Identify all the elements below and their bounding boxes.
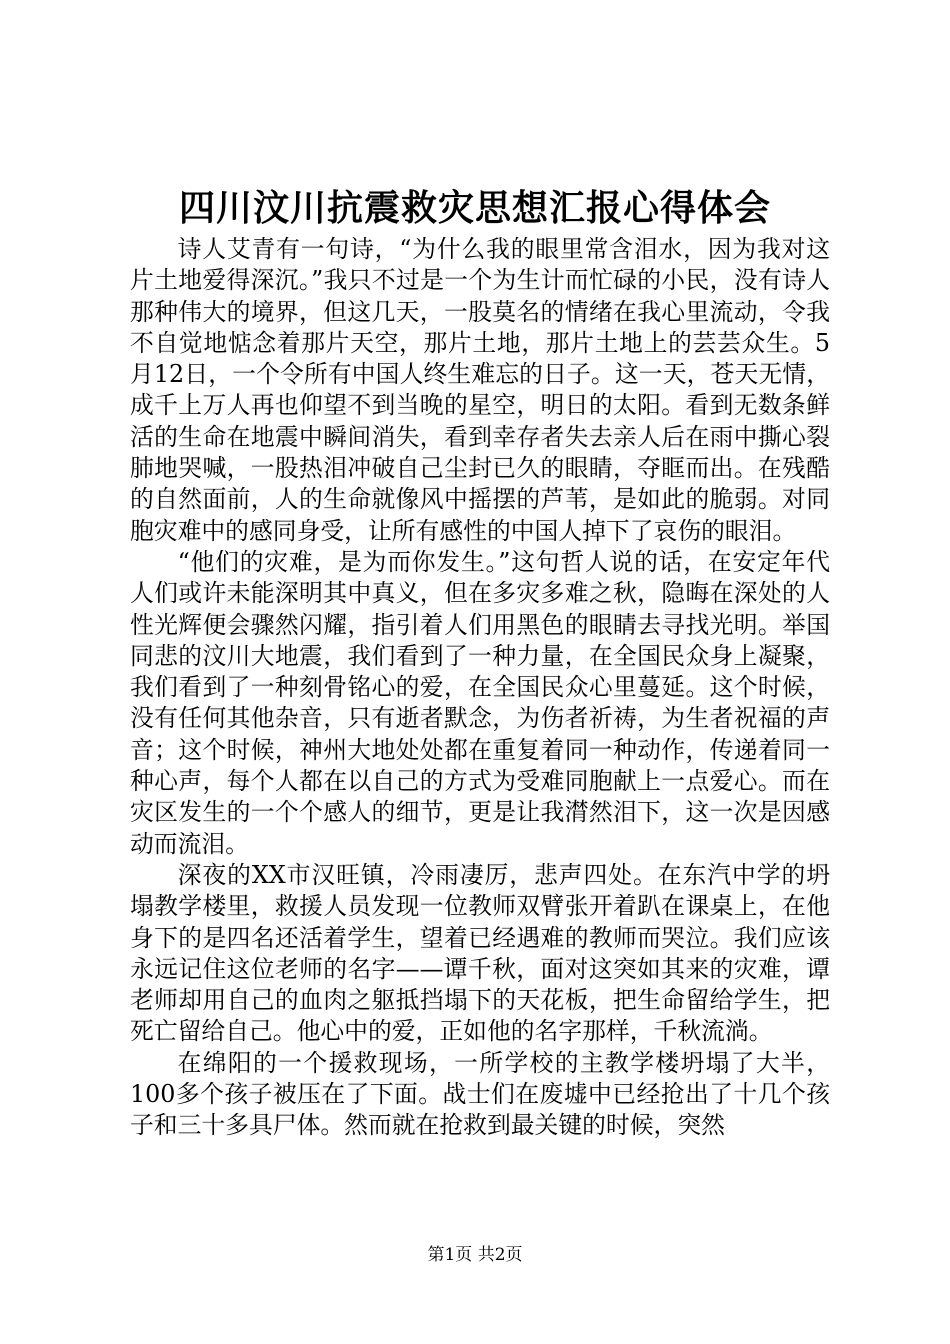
paragraph: “他们的灾难，是为而你发生。”这句哲人说的话，在安定年代人们或许未能深明其中真义，但在多灾多难之秋，隐晦在深处的人性光辉便会骤然闪耀，指引着人们用黑色的眼睛去寻找光明。举国同悲的汶川大地震，我们看到了一种力量，在全国民众身上凝聚，我们看到了一种刻骨铭心的爱，在全国民众心里蔓延。这个时候，没有任何其他杂音，只有逝者默念，为伤者祈祷，为生者祝福的声音；这个时候，神州大地处处都在重复着同一种动作，传递着同一种心声，每个人都在以自己的方式为受难同胞献上一点爱心。而在灾区发生的一个个感人的细节，更是让我潸然泪下，这一次是因感动而流泪。 xyxy=(130,547,830,858)
paragraph: 深夜的XX市汉旺镇，冷雨凄厉，悲声四处。在东汽中学的坍塌教学楼里，救援人员发现一位教师双臂张开着趴在课桌上，在他身下的是四名还活着学生，望着已经遇难的教师而哭泣。我们应该永远记住这位老师的名字——谭千秋，面对这突如其来的灾难，谭老师却用自己的血肉之躯抵挡塌下的天花板，把生命留给学生，把死亡留给自己。他心中的爱，正如他的名字那样，千秋流淌。 xyxy=(130,860,830,1046)
paragraph: 诗人艾青有一句诗，“为什么我的眼里常含泪水，因为我对这片土地爱得深沉。”我只不过是一个为生计而忙碌的小民，没有诗人那种伟大的境界，但这几天，一股莫名的情绪在我心里流动，令我不自觉地惦念着那片天空，那片土地，那片土地上的芸芸众生。5月12日，一个令所有中国人终生难忘的日子。这一天，苍天无情，成千上万人再也仰望不到当晚的星空，明日的太阳。看到无数条鲜活的生命在地震中瞬间消失，看到幸存者失去亲人后在雨中撕心裂肺地哭喊，一股热泪冲破自己尘封已久的眼睛，夺眶而出。在残酷的自然面前，人的生命就像风中摇摆的芦苇，是如此的脆弱。对同胞灾难中的感同身受，让所有感性的中国人掉下了哀伤的眼泪。 xyxy=(130,235,830,545)
document-title: 四川汶川抗震救灾思想汇报心得体会 xyxy=(178,187,771,229)
document-body xyxy=(130,234,830,1142)
paragraph: 在绵阳的一个援救现场，一所学校的主教学楼坍塌了大半，100多个孩子被压在了下面。战士们在废墟中已经抢出了十几个孩子和三十多具尸体。然而就在抢救到最关键的时候，突然 xyxy=(130,1048,830,1140)
page-footer: 第1页 共2页 xyxy=(427,1245,523,1265)
